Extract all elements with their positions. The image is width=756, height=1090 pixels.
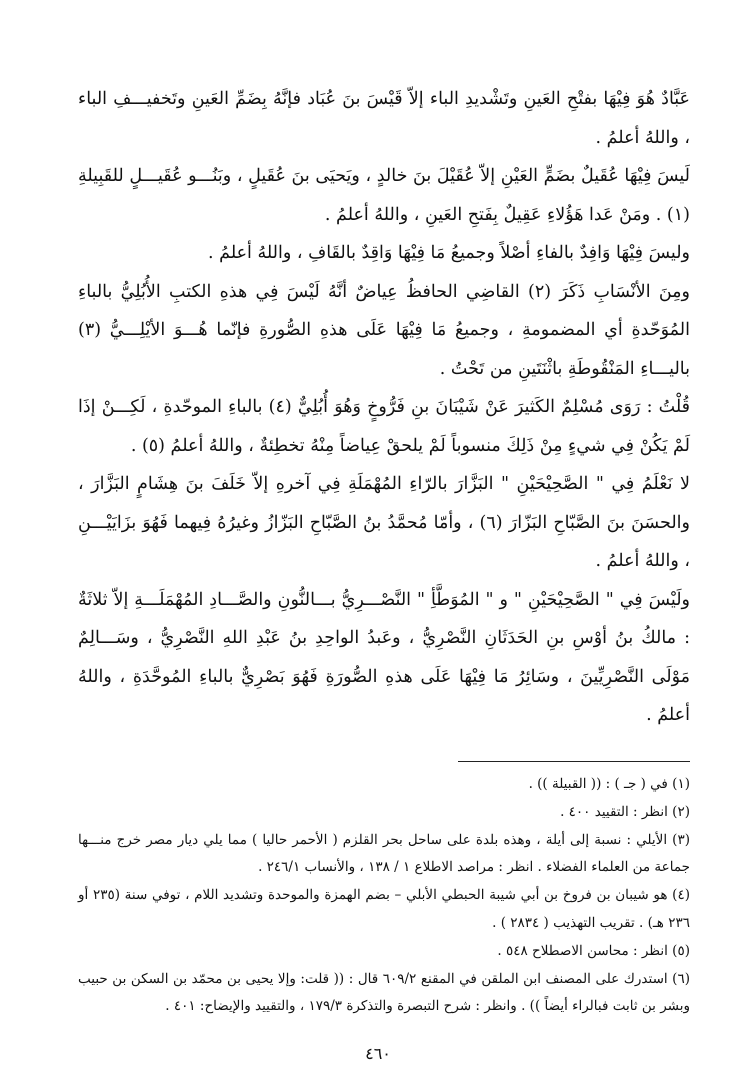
paragraph-uqayl: لَيسَ فِيْهَا عُقَيلٌ بضَمٍّ العَيْنِ إلاّ عُقَيْلَ بنَ خالدٍ ، ويَحيَى بنَ عُقَيلٍ ، وبَنُـــو عُقَيـــلٍ للقَبِيلةِ (١) . ومَنْ عَدا هَؤُلاءِ عَقِيلٌ بِفَتحِ العَينِ ، واللهُ أعلمُ . <box>78 166 690 225</box>
footnote-2: (٢) انظر : التقييد ٤٠٠ . <box>560 803 690 820</box>
footnotes <box>78 771 690 1021</box>
paragraph-ansab: ومِنَ الأنْسَابِ ذَكَرَ (٢) القاضِي الحافظُ عِياضٌ أنَّهُ لَيْسَ فِي هذهِ الكتبِ الأُبُلِيُّ بالباءِ المُوَحّدةِ أي المضمومةِ ، وجميعُ مَا فِيْهَا عَلَى هذهِ الصُّورةِ فإنّما هُـــوَ الأيْلِـــيُّ (٣) باليـــاءِ المَنْقُوطَةِ باثْنَتَينِ من تَحْتُ . <box>78 281 690 379</box>
paragraph-bazzar: لا نَعْلَمُ فِي " الصَّحِيْحَيْنِ " البَزَّارَ بالرّاءِ المُهْمَلَةِ فِي آخرهِ إلاّ خَلَفَ بنَ هِشَامٍ البَزَّارَ ، والحسَنَ بنَ الصَّبّاحِ البَزّارَ (٦) ، وأمّا مُحمَّدُ بنُ الصَّبّاحِ البَزّازُ وغيرُهُ فِيهما فَهُوَ بزَايَيْـــنِ ، واللهُ أعلمُ . <box>78 474 690 571</box>
paragraph-qultu: قُلْتُ : رَوَى مُسْلِمٌ الكَثيرَ عَنْ شَيْبَانَ بنِ فَرُّوخٍ وَهُوَ أُبُلِيٌّ (٤) بالباءِ الموحّدةِ ، لَكِـــنْ إذَا لَمْ يَكُنْ فِي شيءٍ مِنْ ذَلِكَ منسوباً لَمْ يلحقْ عِياضاً مِنْهُ تخطِئةٌ ، واللهُ أعلمُ (٥) . <box>78 397 691 456</box>
paragraph-nasri: ولَيْسَ فِي " الصَّحِيْحَيْنِ " و " المُوَطَّأِ " النَّصْـــرِيُّ بـــالنُّونِ والصَّـــادِ المُهْمَلَـــةِ إلاّ ثلاثَةٌ : مالكُ بنُ أوْسِ بنِ الحَدَثَانِ النَّصْرِيُّ ، وعَبدُ الواحِدِ بنُ عَبْدِ اللهِ النَّصْرِيُّ ، وسَـــالِمٌ مَوْلَى النَّصْرِيِّينَ ، وسَائِرُ مَا فِيْهَا عَلَى هذهِ الصُّورَةِ فَهُوَ بَصْرِيٌّ بالباءِ المُوحَّدَةِ ، واللهُ أعلمُ . <box>78 589 690 725</box>
footnote-1: (١) في ( جـ ) : (( القبيلة )) . <box>528 776 690 792</box>
footnote-6: (٦) استدرك على المصنف ابن الملقن في المقنع ٦٠٩/٢ قال : (( قلت: وإلا يحيى بن محمّد بن السكن بن حبيب وبشر بن ثابت فبالراء أيضاً )) . وانظر : شرح التبصرة والتذكرة ١٧٩/٣ ، والتقييد والإيضاح: ٤٠١ . <box>78 970 690 1015</box>
paragraph-waqid: وليسَ فِيْهَا وَافِدٌ بالفاءِ أصْلاً وجميعُ مَا فِيْهَا وَاقِدٌ بالقَافِ ، واللهُ أعلمُ . <box>208 243 690 263</box>
footnote-divider <box>458 761 690 762</box>
footnote-3: (٣) الأيلي : نسبة إلى أيلة ، وهذه بلدة على ساحل بحر القلزم ( الأحمر حاليا ) مما يلي ديار مصر خرج منـــها جماعة من العلماء الفضلاء . انظر : مراصد الاطلاع ١ / ١٣٨ ، والأنساب ٢٤٦/١ . <box>78 831 690 876</box>
paragraph-abbad: عَبَّادٌ هُوَ فِيْهَا بفتْحِ العَينِ وتَشْديدِ الباء إلاّ قَيْسَ بنَ عُبَاد فإنَّهُ بِضَمِّ العَينِ وتَخفيـــفِ الباء ، واللهُ أعلمُ . <box>78 89 690 148</box>
page-number: ٤٦٠ <box>365 1044 391 1063</box>
main-text <box>78 80 690 735</box>
footnote-4: (٤) هو شيبان بن فروخ بن أبي شيبة الحبطي الأبلي – بضم الهمزة والموحدة وتشديد اللام ، توفي سنة (٢٣٥ أو ٢٣٦ هـ) . تقريب التهذيب ( ٢٨٣٤ ) . <box>78 887 690 931</box>
footnote-5: (٥) انظر : محاسن الاصطلاح ٥٤٨ . <box>497 942 690 959</box>
